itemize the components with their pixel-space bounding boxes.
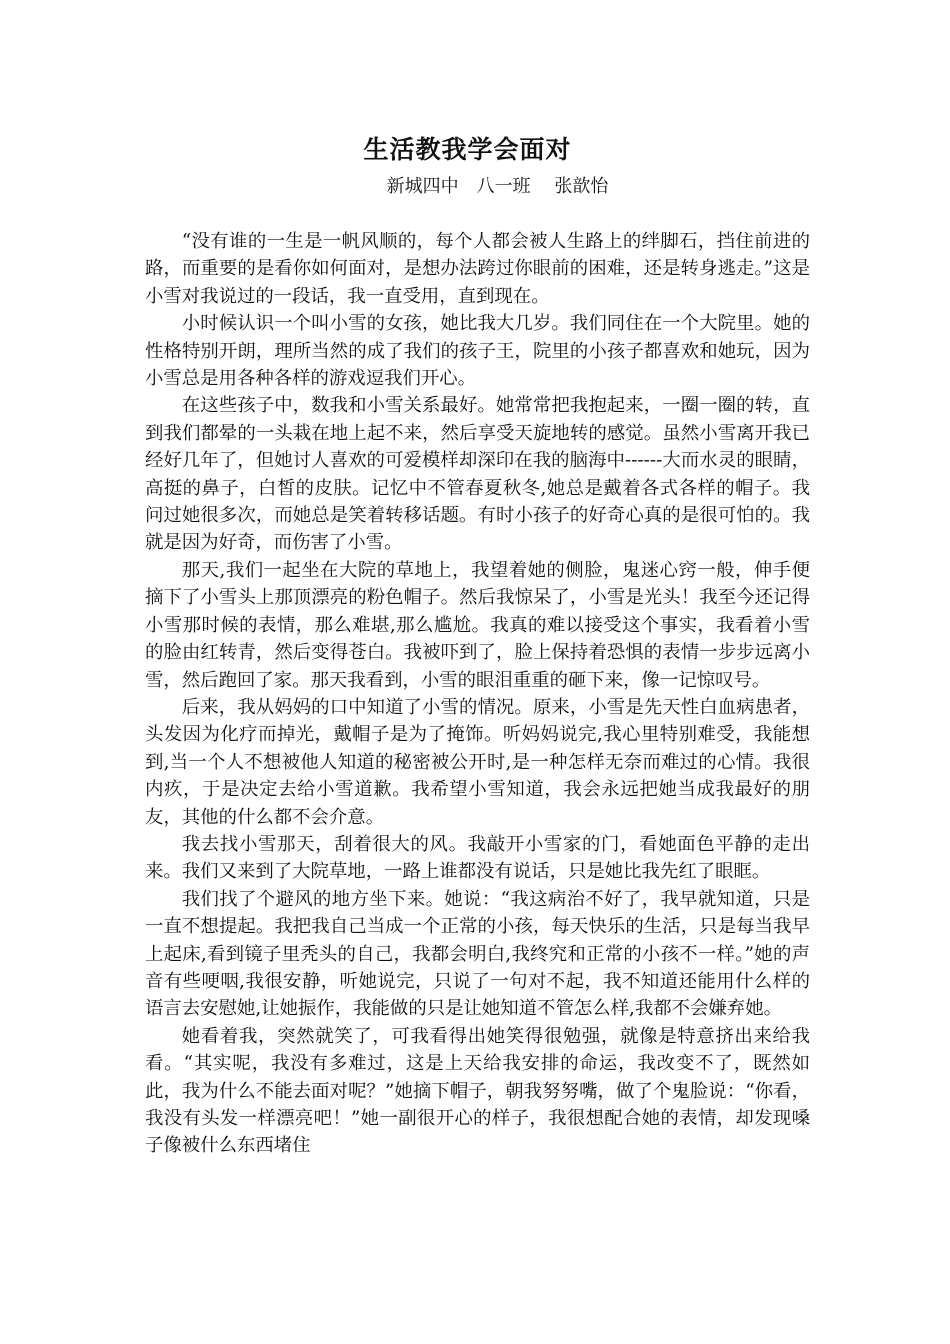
- essay-body: [145, 228, 810, 1160]
- paragraph: 我去找小雪那天，刮着很大的风。我敲开小雪家的门，看她面色平静的走出来。我们又来到了大院草地，一路上谁都没有说话，只是她比我先红了眼眶。: [145, 833, 810, 883]
- paragraph: 她看着我，突然就笑了，可我看得出她笑得很勉强，就像是特意挤出来给我看。“其实呢，我没有多难过，这是上天给我安排的命运，我改变不了，既然如此，我为什么不能去面对呢？”她摘下帽子，朝我努努嘴，做了个鬼脸说：“你看，我没有头发一样漂亮吧！”她一副很开心的样子，我很想配合她的表情，却发现嗓子像被什么东西堵住: [145, 1025, 810, 1157]
- document-page: [145, 130, 810, 1160]
- paragraph: 那天,我们一起坐在大院的草地上，我望着她的侧脸，鬼迷心窍一般，伸手便摘下了小雪头上那顶漂亮的粉色帽子。然后我惊呆了，小雪是光头！我至今还记得小雪那时候的表情，那么难堪,那么尴尬。我真的难以接受这个事实，我看着小雪的脸由红转青，然后变得苍白。我被吓到了，脸上保持着恐惧的表情一步步远离小雪，然后跑回了家。那天我看到，小雪的眼泪重重的砸下来，像一记惊叹号。: [145, 559, 810, 691]
- paragraph: “没有谁的一生是一帆风顺的，每个人都会被人生路上的绊脚石，挡住前进的路，而重要的是看你如何面对，是想办法跨过你眼前的困难，还是转身逃走。”这是小雪对我说过的一段话，我一直受用，直到现在。: [145, 231, 810, 307]
- paragraph: 后来，我从妈妈的口中知道了小雪的情况。原来，小雪是先天性白血病患者，头发因为化疗而掉光，戴帽子是为了掩饰。听妈妈说完,我心里特别难受，我能想到,当一个人不想被他人知道的秘密被公开时,是一种怎样无奈而难过的心情。我很内疚，于是决定去给小雪道歉。我希望小雪知道，我会永远把她当成我最好的朋友，其他的什么都不会介意。: [145, 696, 810, 828]
- paragraph: 小时候认识一个叫小雪的女孩，她比我大几岁。我们同住在一个大院里。她的性格特别开朗，理所当然的成了我们的孩子王，院里的小孩子都喜欢和她玩，因为小雪总是用各种各样的游戏逗我们开心。: [145, 313, 810, 390]
- paragraph: 在这些孩子中，数我和小雪关系最好。她常常把我抱起来，一圈一圈的转，直到我们都晕的一头栽在地上起不来，然后享受天旋地转的感觉。虽然小雪离开我已经好几年了，但她讨人喜欢的可爱模样却深印在我的脑海中------大而水灵的眼睛，高挺的鼻子，白皙的皮肤。记忆中不管春夏秋冬,她总是戴着各式各样的帽子。我问过她很多次，而她总是笑着转移话题。有时小孩子的好奇心真的是很可怕的。我就是因为好奇，而伤害了小雪。: [145, 395, 810, 554]
- author-byline: 新城四中 八一班 张歆怡: [386, 176, 609, 197]
- essay-title: 生活教我学会面对: [363, 135, 572, 164]
- paragraph: 我们找了个避风的地方坐下来。她说：“我这病治不好了，我早就知道，只是一直不想提起。我把我自己当成一个正常的小孩，每天快乐的生活，只是每当我早上起床,看到镜子里秃头的自己，我都会明白,我终究和正常的小孩不一样。”她的声音有些哽咽,我很安静，听她说完，只说了一句对不起，我不知道还能用什么样的语言去安慰她,让她振作，我能做的只是让她知道不管怎么样,我都不会嫌弃她。: [145, 888, 810, 1020]
